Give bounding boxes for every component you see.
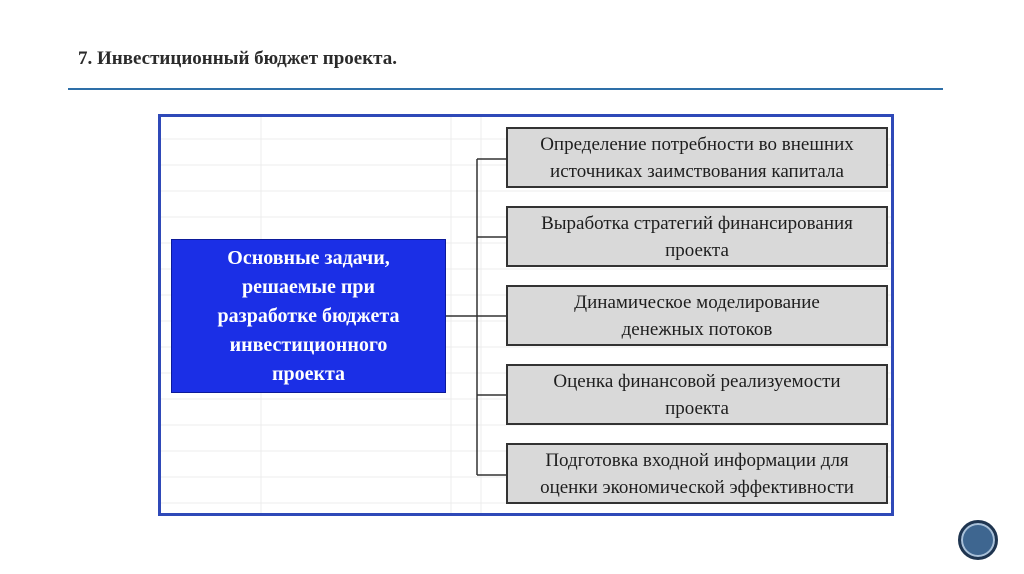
task-box-financing-strategy: Выработка стратегий финансирования проекта bbox=[506, 206, 888, 267]
task-box-financial-feasibility: Оценка финансовой реализуемости проекта bbox=[506, 364, 888, 425]
central-task-box: Основные задачи, решаемые при разработке бюджета инвестиционного проекта bbox=[171, 239, 446, 393]
task-box-external-capital: Определение потребности во внешних источниках заимствования капитала bbox=[506, 127, 888, 188]
diagram-frame bbox=[158, 114, 894, 516]
title-divider bbox=[68, 88, 943, 90]
task-box-input-information: Подготовка входной информации для оценки экономической эффективности bbox=[506, 443, 888, 504]
task-box-cash-flow-modeling: Динамическое моделирование денежных потоков bbox=[506, 285, 888, 346]
slide-title: 7. Инвестиционный бюджет проекта. bbox=[78, 48, 397, 69]
slide-nav-button[interactable] bbox=[958, 520, 998, 560]
